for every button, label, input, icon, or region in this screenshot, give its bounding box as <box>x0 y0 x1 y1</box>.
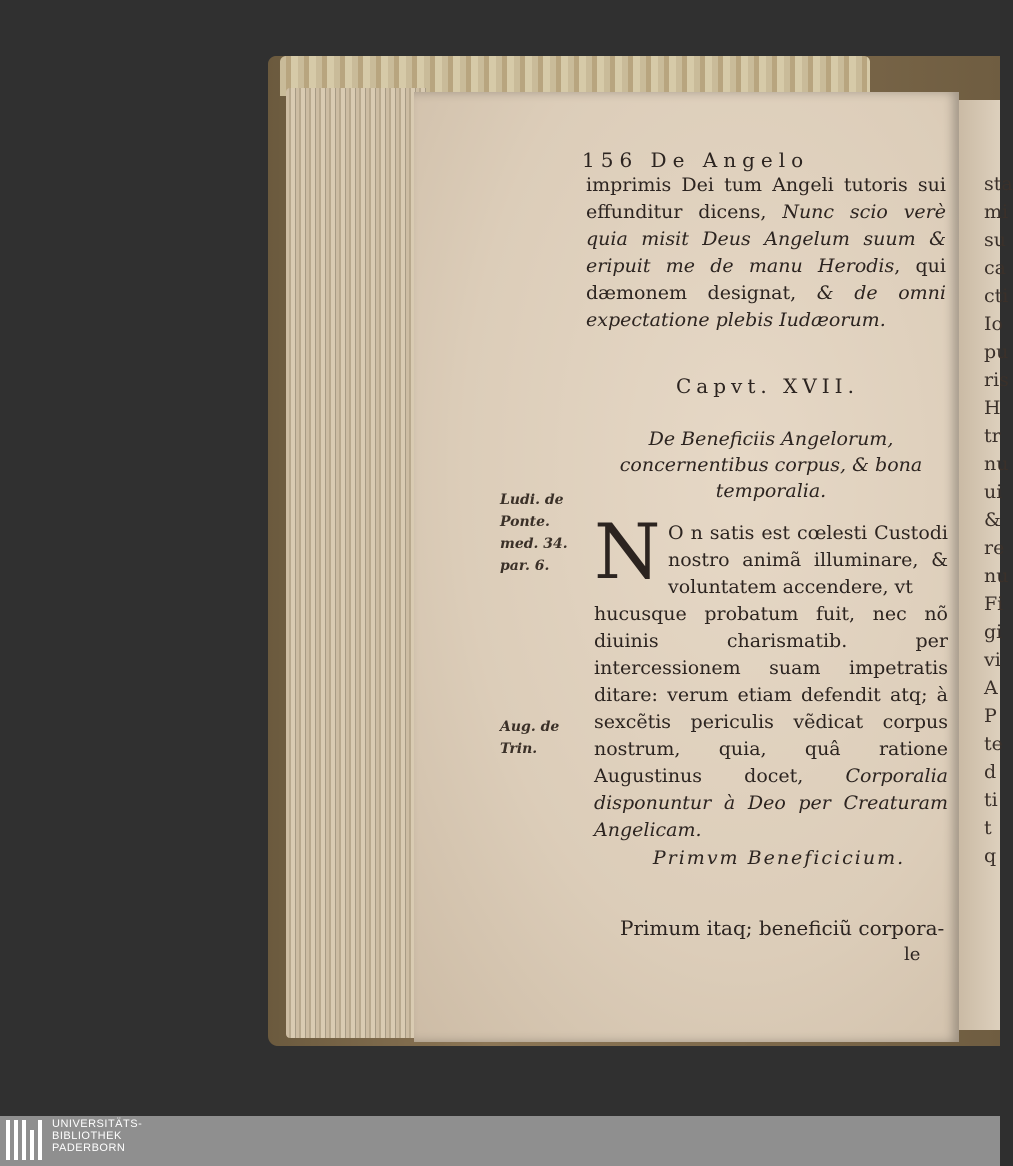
facing-page-fragment: gi <box>984 621 1003 643</box>
section-heading: Primvm Beneficicium. <box>652 847 906 869</box>
library-footer-bar <box>0 1116 1000 1166</box>
library-name: UNIVERSITÄTS- BIBLIOTHEK PADERBORN <box>52 1118 143 1154</box>
facing-page-fragment: d <box>984 761 997 783</box>
chapter-subheading: De Beneficiis Angelorum, concernentibus corpus, & bona temporalia. <box>619 428 923 502</box>
running-head: 156 De Angelo <box>582 148 810 172</box>
facing-page-edge <box>956 100 1013 1030</box>
facing-page-fragment: pu <box>984 341 1009 363</box>
facing-page-fragment: mi <box>984 201 1009 223</box>
margin-note-ludi: Ludi. de Ponte. med. 34. par. 6. <box>500 492 568 574</box>
last-line: Primum itaq; beneficiũ corpora- <box>620 916 945 940</box>
facing-page-fragment: t <box>984 817 992 839</box>
facing-page-fragment: & <box>984 509 1001 531</box>
facing-page-fragment: tr <box>984 425 1001 447</box>
facing-page-fragment: nu <box>984 453 1009 475</box>
facing-page-fragment: te <box>984 733 1003 755</box>
facing-page-fragment: Io <box>984 313 1003 335</box>
facing-page-fragment: sta <box>984 173 1013 195</box>
chapter-heading: Capvt. XVII. <box>676 374 859 398</box>
facing-page-fragment: cti <box>984 285 1009 307</box>
catchword: le <box>904 944 921 965</box>
facing-page-fragment: P <box>984 705 997 727</box>
facing-page-fragment: H <box>984 397 1001 419</box>
facing-page-text <box>956 100 1013 870</box>
facing-page-fragment: nu <box>984 565 1009 587</box>
facing-page-fragment: q <box>984 845 997 867</box>
drop-capital: N <box>594 507 661 596</box>
body-text-top: imprimis Dei tum Angeli tutoris sui effunditur dicens, Nunc scio verè quia misit Deus Angelum suum & eripuit me de manu Herodis, qui dæmonem designat, & de omni expectatione plebis Iudæorum. <box>586 174 947 331</box>
facing-page-fragment: ris <box>984 369 1009 391</box>
facing-page-fragment: ca <box>984 257 1006 279</box>
facing-page-fragment: su <box>984 229 1006 251</box>
facing-page-fragment: vi <box>984 649 1001 671</box>
facing-page-fragment: ui <box>984 481 1003 503</box>
margin-note-augustine: Aug. de Trin. <box>500 719 560 757</box>
page-block-edges <box>286 88 426 1038</box>
body-text-main: O n satis est cœlesti Custodi nostro animã illuminare, & voluntatem accendere, vt hucusque probatum fuit, nec nõ diuinis charismatib. per intercessionem suam impetratis ditare: verum etiam defendit atq; à sexcẽtis periculis vẽdicat corpus nostrum, quia, quâ ratione Augustinus docet, Corporalia disponuntur à Deo per Creaturam Angelicam. <box>594 522 948 841</box>
facing-page-fragment: re <box>984 537 1005 559</box>
facing-page-fragment: Fi <box>984 593 1004 615</box>
library-logo-icon <box>6 1120 46 1162</box>
facing-page-fragment: A <box>984 677 998 699</box>
facing-page-fragment: ti <box>984 789 998 811</box>
